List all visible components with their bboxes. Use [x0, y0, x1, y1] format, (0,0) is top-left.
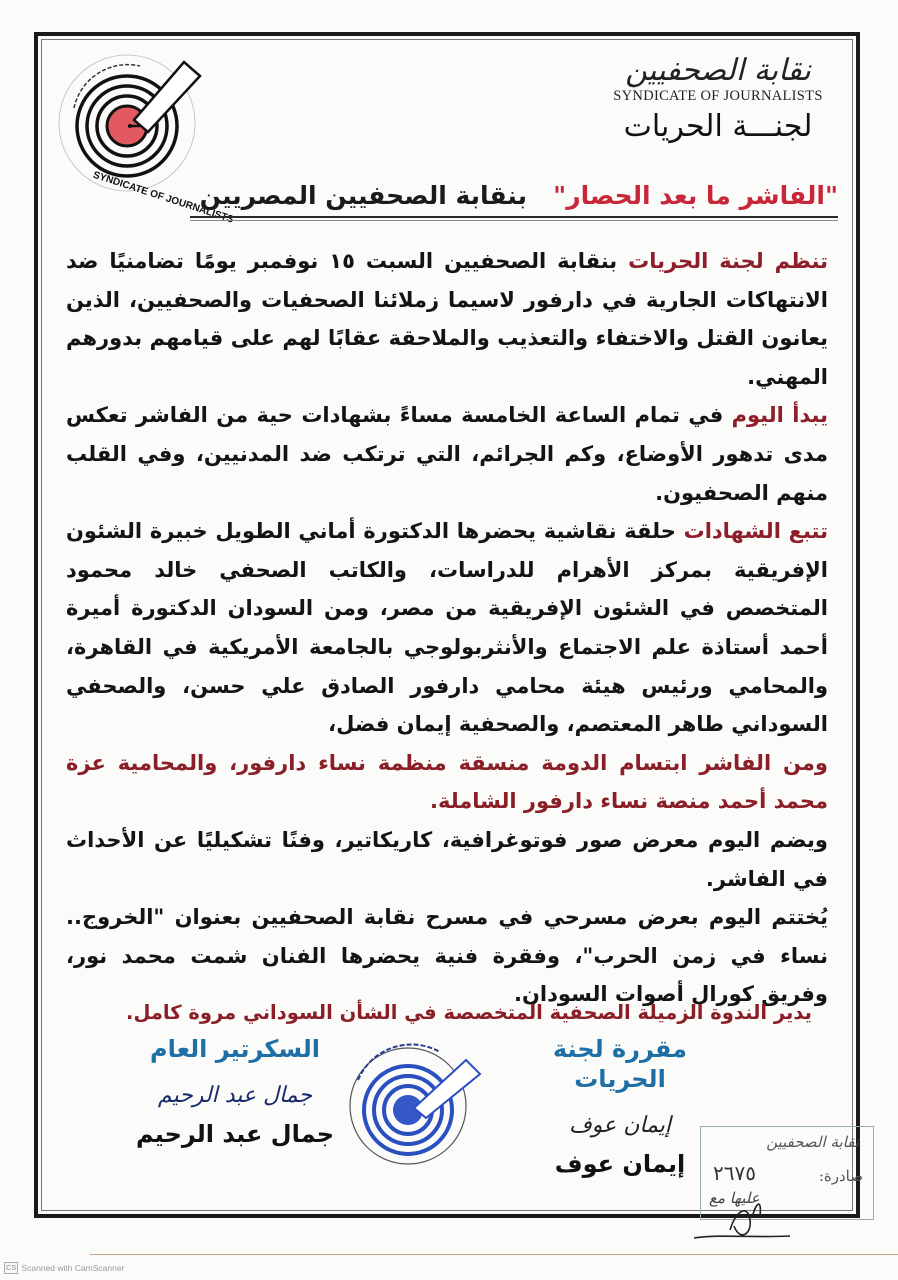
- committee-name: لجنـــة الحريات: [623, 109, 813, 144]
- paragraph-text: حلقة نقاشية يحضرها الدكتورة أماني الطويل خبيرة الشئون الإفريقية بمركز الأهرام للدراسات، والكاتب الصحفي خالد محمود المتخصص في الشئون الإفريقية من مصر، ومن السودان الدكتورة أميرة أحمد أستاذة علم الاجتماع والأنثربولوجي بالجامعة الأمريكية في القاهرة، والمحامي ورئيس هيئة محامي دارفور الصادق علي حسن، والصحفي السوداني طاهر المعتصم، والصحفية إيمان فضل،: [66, 519, 828, 737]
- signatory-name: إيمان عوف: [554, 1150, 686, 1178]
- paragraph-text: بنقابة الصحفيين السبت ١٥ نوفمبر يومًا تضامنيًا ضد الانتهاكات الجارية في دارفور لاسيما زملائنا الصحفيات والصحفيين، الذين يعانون القتل والاختفاء والتعذيب والملاحقة عقابًا لهم على قيامهم بدورهم المهني.: [66, 249, 828, 389]
- document-body: [66, 242, 828, 1014]
- camscanner-icon: CS: [6, 1263, 17, 1272]
- scanner-text: Scanned with CamScanner: [21, 1263, 125, 1273]
- stamp-number: ٢٦٧٥: [713, 1161, 756, 1185]
- paragraph: يُختتم اليوم بعرض مسرحي في مسرح نقابة الصحفيين بعنوان "الخروج.. نساء في زمن الحرب"، وفقرة فنية يحضرها الفنان شمت محمد نور، وفريق كورال أصوات السودان.: [66, 905, 828, 1007]
- moderator-line: يدير الندوة الزميلة الصحفية المتخصصة في الشأن السوداني مروة كامل.: [126, 1001, 812, 1024]
- paragraph: [66, 242, 828, 396]
- title-underline-secondary: [190, 220, 838, 221]
- official-stamp-icon: [330, 1030, 490, 1170]
- paragraph: ويضم اليوم معرض صور فوتوغرافية، كاريكاتير، وفنًا تشكيليًا عن الأحداث في الفاشر.: [66, 827, 828, 891]
- scanner-watermark: [4, 1262, 124, 1274]
- signature-role: مقررة لجنة الحريات: [552, 1035, 688, 1093]
- signature-role: السكرتير العام: [149, 1035, 321, 1063]
- letterhead: [598, 52, 838, 145]
- document-title: [190, 176, 838, 220]
- title-rest: بنقابة الصحفيين المصريين: [199, 181, 528, 210]
- logo-text: SYNDICATE OF JOURNALISTS: [91, 169, 235, 226]
- title-highlight: "الفاشر ما بعد الحصار": [553, 181, 838, 210]
- scan-edge-line: [90, 1254, 898, 1255]
- signatory-name: جمال عبد الرحيم: [135, 1120, 335, 1148]
- signature-committee-rapporteur: [520, 1034, 720, 1180]
- organization-name-english: SYNDICATE OF JOURNALISTS: [613, 88, 823, 104]
- stamp-org: نقابة الصحفيين: [766, 1133, 859, 1151]
- stamp-note: عليها مع: [709, 1189, 760, 1207]
- paragraph-red: ومن الفاشر ابتسام الدومة منسقة منظمة نساء دارفور، والمحامية عزة محمد أحمد منصة نساء دارفور الشاملة.: [66, 750, 828, 814]
- syndicate-logo-icon: [52, 48, 235, 226]
- paragraph-text: في تمام الساعة الخامسة مساءً بشهادات حية من الفاشر تعكس مدى تدهور الأوضاع، وكم الجرائم، التي ترتكب ضد المدنيين، وفي القلب منهم الصحفيون.: [66, 403, 828, 505]
- handwritten-signature: إيمان عوف: [568, 1113, 672, 1138]
- paragraph-lead: تتبع الشهادات: [683, 519, 829, 544]
- handwritten-signature: جمال عبد الرحيم: [157, 1083, 313, 1108]
- organization-name-arabic: نقابة الصحفيين: [625, 53, 811, 88]
- paragraph-lead: يبدأ اليوم: [731, 403, 828, 428]
- signature-secretary-general: [130, 1034, 340, 1150]
- paragraph-lead: تنظم لجنة الحريات: [628, 249, 828, 273]
- stamp-label: صادرة:: [818, 1167, 863, 1185]
- paragraph: [66, 512, 828, 744]
- paragraph: [66, 396, 828, 512]
- initials-scribble-icon: [690, 1190, 800, 1250]
